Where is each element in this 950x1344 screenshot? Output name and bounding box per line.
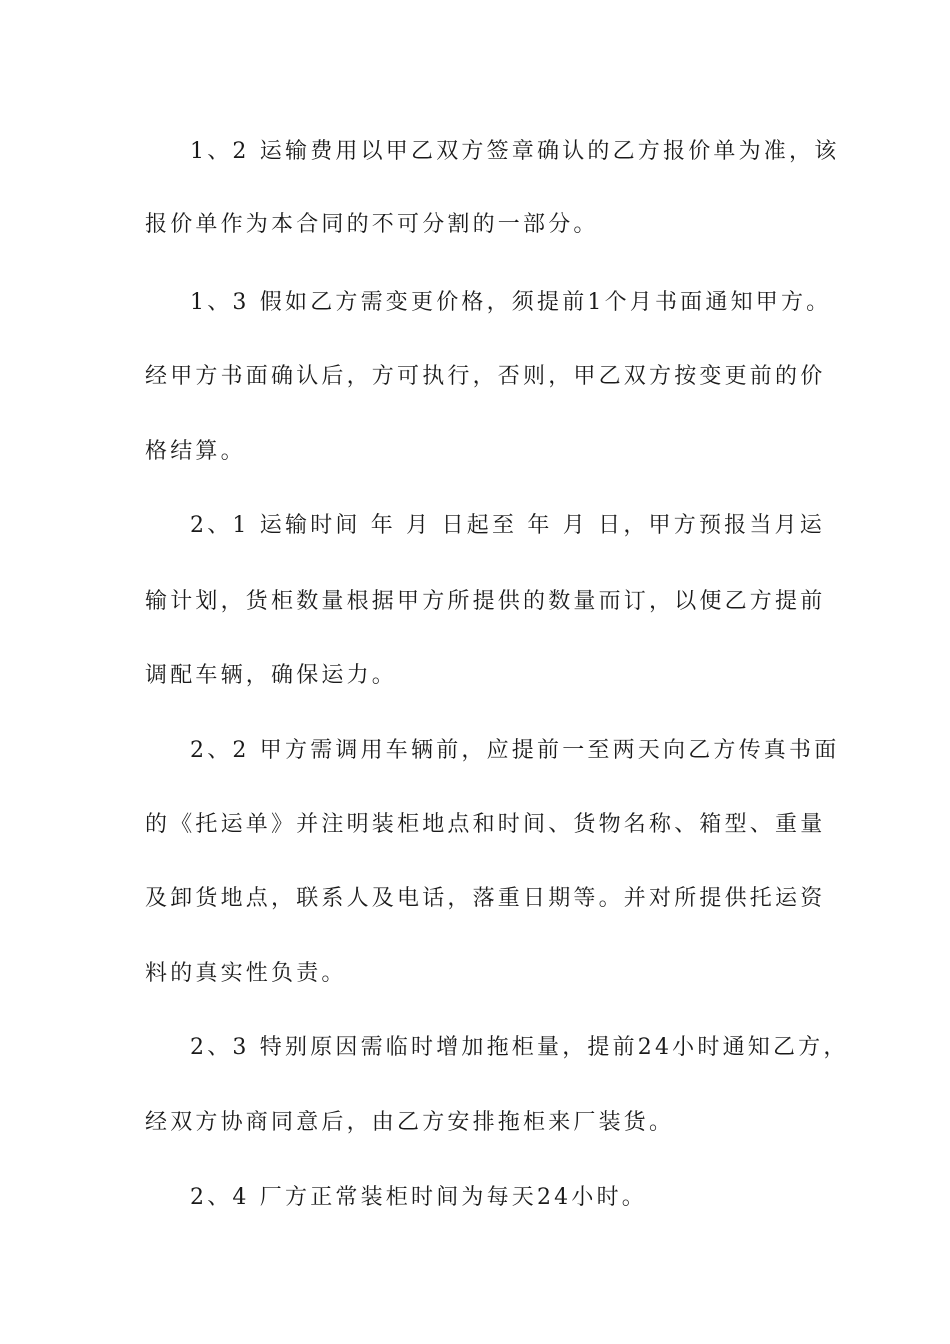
clause-2-2-line-2: 的《托运单》并注明装柜地点和时间、货物名称、箱型、重量 [145,812,826,837]
clause-1-3-line-1: 1、3 假如乙方需变更价格，须提前1个月书面通知甲方。 [190,290,832,315]
clause-2-1-line-1: 2、1 运输时间 年 月 日起至 年 月 日，甲方预报当月运 [190,513,825,538]
clause-1-2-line-2: 报价单作为本合同的不可分割的一部分。 [145,212,599,237]
clause-2-1-line-3: 调配车辆，确保运力。 [145,663,398,688]
clause-2-3-line-2: 经双方协商同意后，由乙方安排拖柜来厂装货。 [145,1110,675,1135]
clause-2-2-line-1: 2、2 甲方需调用车辆前，应提前一至两天向乙方传真书面 [190,738,840,763]
clause-2-3-line-1: 2、3 特别原因需临时增加拖柜量，提前24小时通知乙方， [190,1035,849,1060]
clause-2-2-line-3: 及卸货地点，联系人及电话，落重日期等。并对所提供托运资 [145,886,826,911]
clause-1-3-line-2: 经甲方书面确认后，方可执行，否则，甲乙双方按变更前的价 [145,364,826,389]
clause-2-2-line-4: 料的真实性负责。 [145,961,347,986]
clause-1-3-line-3: 格结算。 [145,439,246,464]
clause-2-4-line-1: 2、4 厂方正常装柜时间为每天24小时。 [190,1185,647,1210]
clause-1-2-line-1: 1、2 运输费用以甲乙双方签章确认的乙方报价单为准，该 [190,139,840,164]
clause-2-1-line-2: 输计划，货柜数量根据甲方所提供的数量而订，以便乙方提前 [145,589,826,614]
